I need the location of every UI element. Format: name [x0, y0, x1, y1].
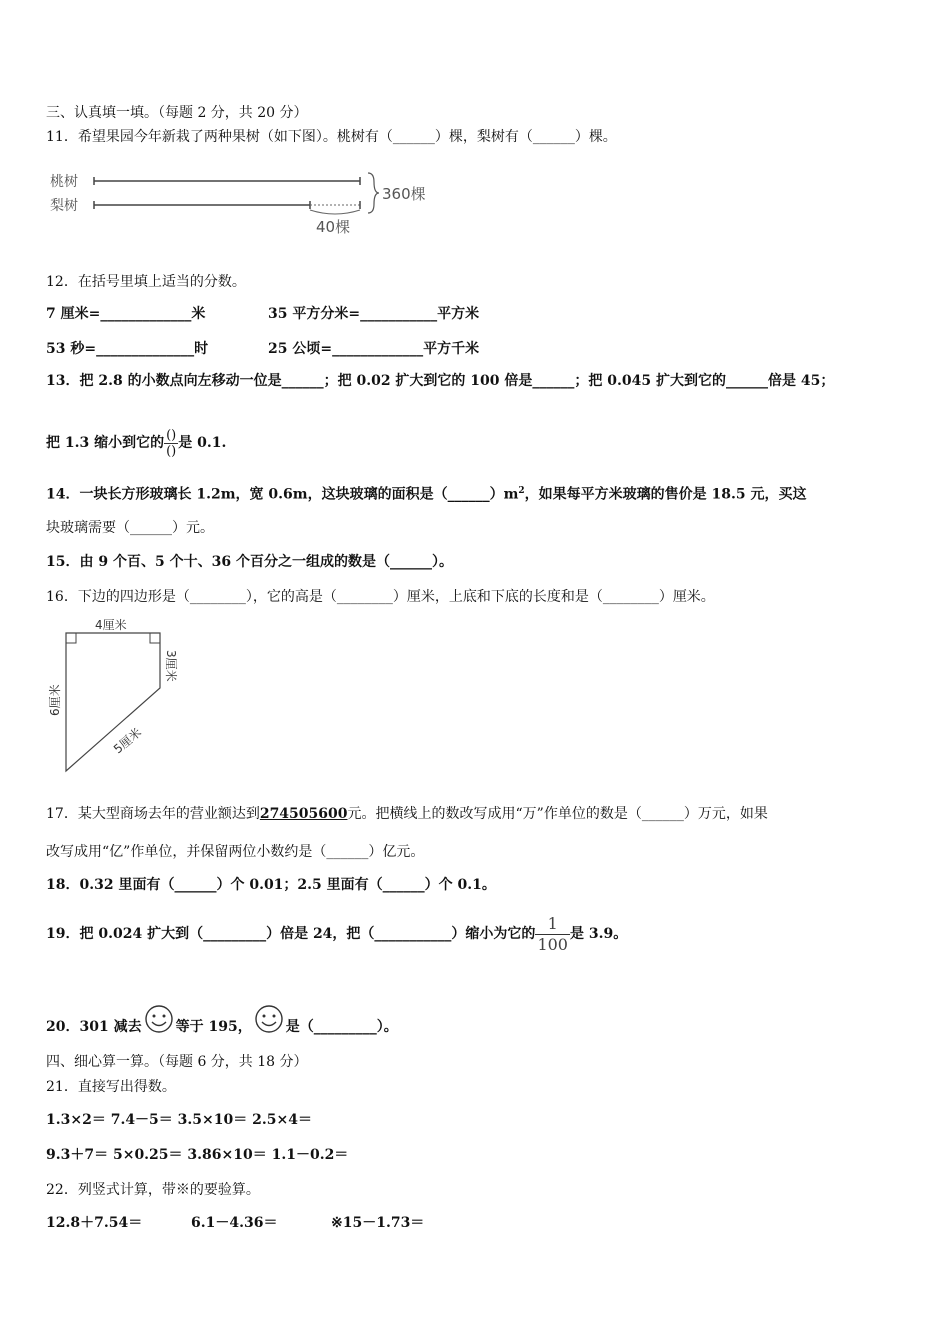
- question-16: 16．下边的四边形是（________），它的高是（________）厘米，上底和下底的长度和是（________）厘米。: [46, 589, 715, 605]
- q14-line1-b: ，如果每平方米玻璃的售价是 18.5 元，买这: [524, 486, 807, 503]
- q13-line2-pre: 把 1.3 缩小到它的: [46, 435, 165, 451]
- right-label: 3厘米: [164, 650, 178, 682]
- q21-row1: 1.3×2＝ 7.4－5＝ 3.5×10＝ 2.5×4＝: [46, 1112, 312, 1128]
- right-angle-left: [66, 633, 76, 643]
- peach-label: 桃树: [50, 174, 78, 190]
- question-12: 12．在括号里填上适当的分数。: [46, 274, 246, 290]
- q14-sup: 2: [518, 486, 525, 496]
- q12-row2-b: 25 公顷=_____________平方千米: [268, 341, 480, 357]
- q20-part-a: 20．301 减去: [46, 1019, 142, 1035]
- q17-line1-post: 元。把横线上的数改写成用“万”作单位的数是（______）万元，如果: [347, 806, 768, 822]
- q20-part-c: 是（_________）。: [285, 1019, 398, 1035]
- q14-line1-a: 14．一块长方形玻璃长 1.2m，宽 0.6m，这块玻璃的面积是（______）m: [46, 486, 519, 503]
- q19-post: 是 3.9。: [569, 926, 628, 942]
- right-angle-right: [150, 633, 160, 643]
- pear-label: 梨树: [50, 198, 78, 214]
- question-13-line2: [46, 423, 226, 463]
- q22-item-a: 12.8＋7.54＝: [46, 1215, 143, 1231]
- q21-row2: 9.3＋7＝ 5×0.25＝ 3.86×10＝ 1.1－0.2＝: [46, 1147, 349, 1163]
- question-11: 11．希望果园今年新栽了两种果树（如下图）。桃树有（______）棵，梨树有（______）棵。: [46, 129, 617, 145]
- question-19: [46, 912, 627, 956]
- question-14-line2: 块玻璃需要（______）元。: [46, 520, 214, 536]
- q22-item-c: ※15－1.73＝: [331, 1215, 425, 1231]
- slant-label: 5厘米: [110, 725, 145, 757]
- question-17-line2: 改写成用“亿”作单位，并保留两位小数约是（______）亿元。: [46, 844, 425, 860]
- top-label: 4厘米: [95, 618, 127, 632]
- question-15: 15．由 9 个百、5 个十、36 个百分之一组成的数是（______）。: [46, 554, 453, 570]
- question-13-line1: 13．把 2.8 的小数点向左移动一位是______；把 0.02 扩大到它的 100 倍是______；把 0.045 扩大到它的______倍是 45；: [46, 373, 835, 389]
- q12-row2-a: 53 秒=______________时: [46, 341, 209, 357]
- q13-line2-post: 是 0.1.: [178, 435, 227, 451]
- q12-row1-a: 7 厘米=_____________米: [46, 306, 206, 322]
- question-17-line1: [46, 804, 768, 824]
- q17-line1-pre: 17．某大型商场去年的营业额达到: [46, 806, 260, 822]
- question-22: 22．列竖式计算，带※的要验算。: [46, 1182, 260, 1198]
- left-label: 6厘米: [48, 684, 62, 716]
- question-14-line1: [46, 481, 807, 505]
- q13-frac-den: (): [166, 443, 177, 459]
- q22-item-b: 6.1－4.36＝: [191, 1215, 278, 1231]
- q12-row1-b: 35 平方分米=___________平方米: [268, 306, 480, 322]
- section-4-title: 四、细心算一算。（每题 6 分，共 18 分）: [46, 1054, 308, 1070]
- question-20: [46, 1005, 398, 1037]
- q19-pre: 19．把 0.024 扩大到（_________）倍是 24，把（___________）缩小为它的: [46, 926, 536, 942]
- total-brace: [368, 173, 379, 213]
- diff-brace: [310, 210, 360, 214]
- question-18: 18．0.32 里面有（______）个 0.01；2.5 里面有（______）个 0.1。: [46, 877, 496, 893]
- total-label: 360棵: [382, 185, 426, 203]
- fruit-tree-diagram: [48, 168, 438, 240]
- q19-frac-num: 1: [535, 914, 570, 935]
- q19-fraction: [535, 914, 570, 955]
- q13-fraction: [164, 428, 178, 459]
- q20-part-b: 等于 195，: [175, 1019, 252, 1035]
- question-21: 21．直接写出得数。: [46, 1079, 176, 1095]
- q13-frac-num: (): [166, 427, 177, 443]
- q17-amount: 274505600: [259, 806, 348, 822]
- q19-frac-den: 100: [537, 934, 568, 954]
- smiley-face-icon: [142, 1005, 176, 1035]
- smiley-face-icon: [252, 1005, 286, 1035]
- section-3-title: 三、认真填一填。（每题 2 分，共 20 分）: [46, 105, 308, 121]
- trapezoid-figure: [40, 616, 190, 776]
- diff-label: 40棵: [316, 218, 351, 236]
- trapezoid-shape: [66, 633, 160, 771]
